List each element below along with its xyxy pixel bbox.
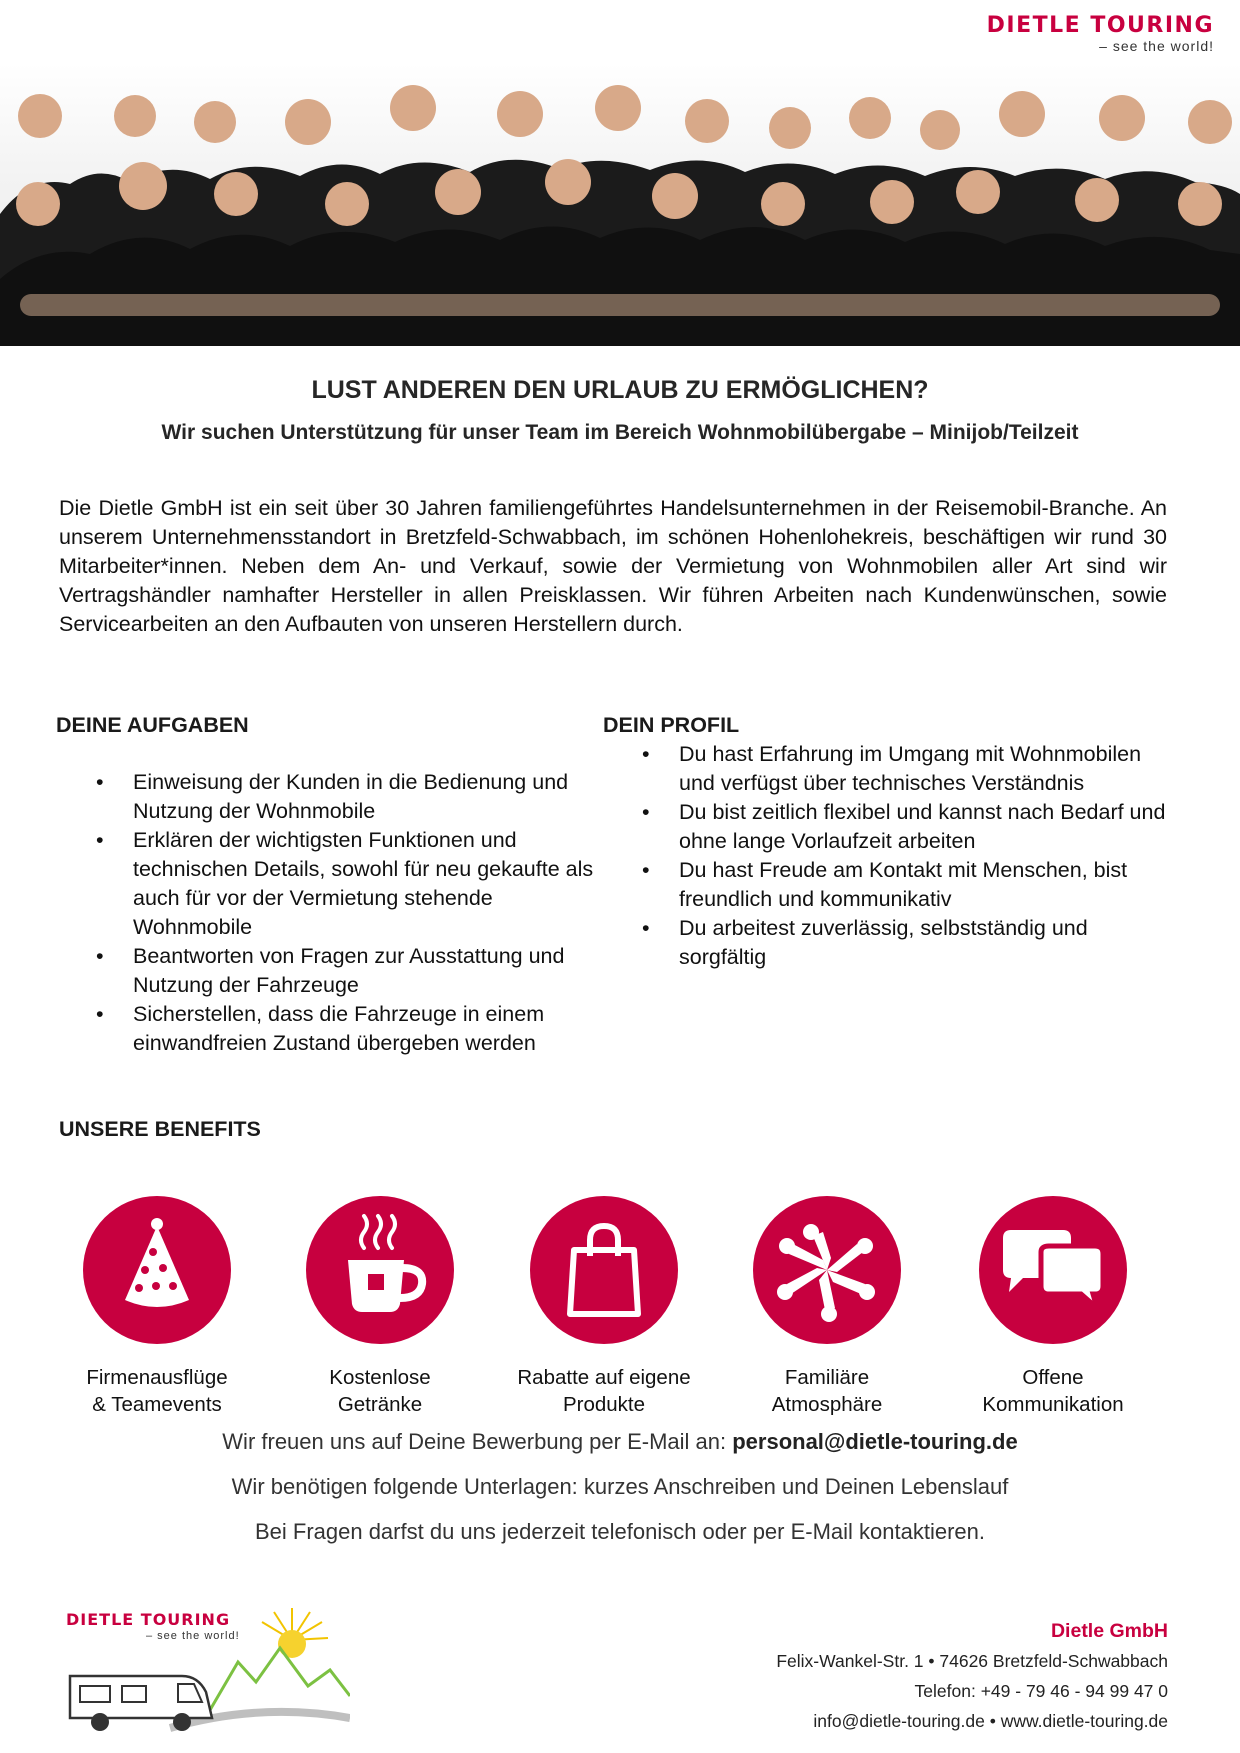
footer-address: Felix-Wankel-Str. 1 • 74626 Bretzfeld-Schwabbach <box>776 1651 1168 1671</box>
benefit-discounts <box>499 1196 709 1418</box>
footer-phone: Telefon: +49 - 79 46 - 94 99 47 0 <box>914 1681 1168 1701</box>
profile-list <box>605 740 1180 972</box>
shopping-bag-icon <box>530 1196 678 1344</box>
contact-line-questions: Bei Fragen darfst du uns jederzeit telefonisch oder per E-Mail kontaktieren. <box>254 1519 986 1544</box>
page-title: LUST ANDEREN DEN URLAUB ZU ERMÖGLICHEN? <box>311 376 929 404</box>
list-item: • Du hast Freude am Kontakt mit Menschen, bist freundlich und kommunikativ <box>605 856 1180 914</box>
list-item: • Beantworten von Fragen zur Ausstattung und Nutzung der Fahrzeuge <box>59 942 599 1000</box>
footer-company: Dietle GmbH <box>1050 1620 1168 1642</box>
benefit-label: Offene Kommunikation <box>982 1366 1124 1416</box>
benefit-label: Familiäre Atmosphäre <box>771 1366 883 1416</box>
profile-title: DEIN PROFIL <box>603 713 740 737</box>
footer-brand-name: DIETLE TOURING <box>66 1610 231 1629</box>
benefit-label: Rabatte auf eigene Produkte <box>517 1366 691 1416</box>
hot-drink-icon <box>306 1196 454 1344</box>
contact-line-documents: Wir benötigen folgende Unterlagen: kurzes Anschreiben und Deinen Lebenslauf <box>231 1474 1009 1499</box>
page-subtitle: Wir suchen Unterstützung für unser Team im Bereich Wohnmobilübergabe – Minijob/Teilzeit <box>161 421 1079 444</box>
brand-name: DIETLE TOURING <box>986 13 1214 38</box>
list-item: • Sicherstellen, dass die Fahrzeuge in einem einwandfreien Zustand übergeben werden <box>59 1000 599 1058</box>
benefit-family-atmosphere <box>722 1196 932 1418</box>
benefit-team-events <box>52 1196 262 1418</box>
footer-web[interactable]: info@dietle-touring.de • www.dietle-touring.de <box>813 1711 1168 1731</box>
benefit-label: Kostenlose Getränke <box>329 1366 431 1416</box>
party-hat-icon <box>83 1196 231 1344</box>
list-item: • Erklären der wichtigsten Funktionen und technischen Details, sowohl für neu gekaufte als auch für vor der Vermietung stehende Wohnmobile <box>59 826 599 942</box>
intro-paragraph: Die Dietle GmbH ist ein seit über 30 Jahren familiengeführtes Handelsunternehmen in der Reisemobil-Branche. An unserem Unternehmensstandort in Bretzfeld-Schwabbach, im schönen Hohenlohekreis, beschäftigen wir rund 30 Mitarbeiter*innen. Neben dem An- und Verkauf, sowie der Vermietung von Wohnmobilen aller Art sind wir Vertragshändler namhafter Hersteller in allen Preisklassen. Wir führen Arbeiten nach Kundenwünschen, sowie Servicearbeiten an den Aufbauten von unseren Herstellern durch. <box>59 496 1167 636</box>
tasks-list <box>59 768 599 1058</box>
header-logo <box>987 14 1214 54</box>
team-hands-icon <box>753 1196 901 1344</box>
tasks-title: DEINE AUFGABEN <box>56 713 249 737</box>
team-illustration <box>0 64 1240 346</box>
footer-brand-slogan: – see the world! <box>146 1630 240 1642</box>
brand-slogan: – see the world! <box>1099 38 1214 54</box>
speech-bubbles-icon <box>979 1196 1127 1344</box>
application-email-link[interactable]: personal@dietle-touring.de <box>732 1429 1018 1454</box>
list-item: • Du hast Erfahrung im Umgang mit Wohnmobilen und verfügst über technisches Verständnis <box>605 740 1180 798</box>
list-item: • Du bist zeitlich flexibel und kannst nach Bedarf und ohne lange Vorlaufzeit arbeiten <box>605 798 1180 856</box>
benefit-open-communication <box>948 1196 1158 1418</box>
list-item: • Einweisung der Kunden in die Bedienung und Nutzung der Wohnmobile <box>59 768 599 826</box>
benefit-label: Firmenausflüge & Teamevents <box>86 1366 228 1416</box>
footer-logo <box>60 1600 350 1740</box>
contact-line-email: Wir freuen uns auf Deine Bewerbung per E-Mail an: personal@dietle-touring.de <box>222 1429 1018 1454</box>
footer-contact <box>776 1616 1168 1736</box>
benefit-free-drinks <box>275 1196 485 1418</box>
list-item: • Du arbeitest zuverlässig, selbstständig und sorgfältig <box>605 914 1180 972</box>
benefits-title: UNSERE BENEFITS <box>59 1117 261 1141</box>
team-photo <box>0 64 1240 346</box>
